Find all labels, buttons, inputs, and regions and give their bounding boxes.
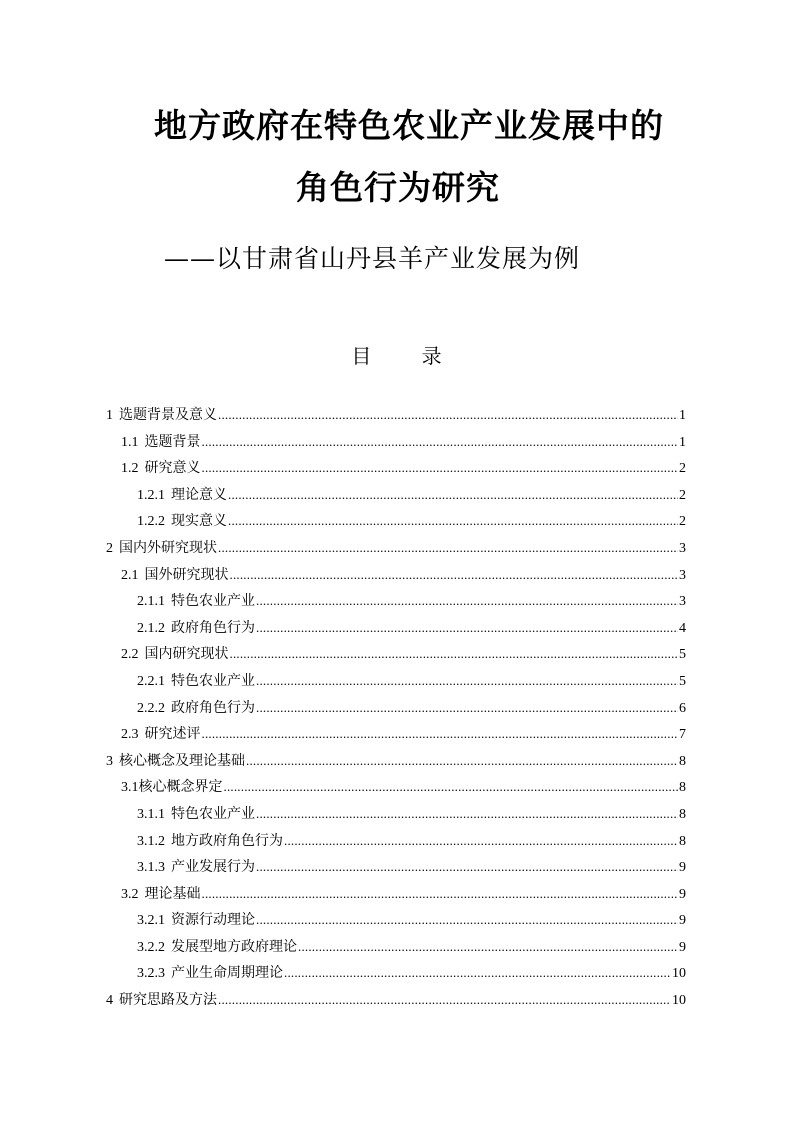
- toc-dot-leader: [224, 774, 679, 801]
- toc-entry[interactable]: [0, 934, 793, 961]
- toc-entry[interactable]: [0, 695, 793, 722]
- toc-entry[interactable]: [0, 881, 793, 908]
- toc-page-number: 2: [679, 487, 686, 503]
- toc-page-number: 5: [679, 673, 686, 689]
- toc-dot-leader: [228, 482, 678, 509]
- toc-page-number: 8: [679, 753, 686, 769]
- toc-dot-leader: [256, 695, 678, 722]
- toc-entry-number: 3.2: [121, 886, 139, 902]
- toc-entry-label: 核心概念及理论基础: [119, 753, 245, 769]
- toc-entry-label: 特色农业产业: [171, 594, 255, 610]
- toc-entry-number: 2.3: [121, 727, 139, 743]
- toc-dot-leader: [284, 960, 671, 987]
- toc-entry-number: 1.2: [121, 461, 139, 477]
- toc-page-number: 1: [679, 408, 686, 423]
- toc-entry-label: 发展型地方政府理论: [171, 939, 297, 955]
- toc-entry-title: [121, 456, 201, 483]
- toc-page-number: 2: [679, 514, 686, 530]
- toc-entry[interactable]: [0, 801, 793, 828]
- toc-entry-number: 2: [106, 540, 113, 556]
- toc-entry-number: 2.1: [121, 567, 139, 583]
- toc-page-number: 6: [679, 700, 686, 716]
- toc-entry[interactable]: [0, 748, 793, 775]
- toc-dot-leader: [228, 508, 678, 535]
- toc-entry-number: 4: [106, 993, 113, 1009]
- toc-entry-label: 产业生命周期理论: [171, 966, 283, 982]
- toc-entry-label: 现实意义: [171, 514, 227, 530]
- document-subtitle: ——以甘肃省山丹县羊产业发展为例: [164, 244, 581, 273]
- toc-entry[interactable]: [0, 987, 793, 1014]
- toc-entry-number: 3.1.1: [137, 806, 165, 822]
- toc-dot-leader: [230, 641, 679, 668]
- toc-entry-label: 研究意义: [144, 461, 201, 477]
- toc-entry-title: [121, 882, 201, 909]
- toc-entry-number: 2.1.1: [137, 594, 165, 610]
- toc-entry-number: 3.1.2: [137, 833, 165, 849]
- toc-entry-number: 1.2.1: [137, 487, 165, 503]
- toc-entry-title: [121, 642, 229, 669]
- toc-entry-label: 核心概念界定: [138, 780, 223, 796]
- toc-entry-title: [106, 988, 217, 1015]
- table-of-contents: [0, 402, 793, 1014]
- toc-dot-leader: [202, 881, 679, 908]
- toc-page-number: 8: [679, 833, 686, 849]
- toc-entry[interactable]: [0, 588, 793, 615]
- toc-page-number: 4: [679, 620, 686, 636]
- toc-page-number: 3: [679, 540, 686, 556]
- toc-entry-title: [137, 935, 297, 962]
- toc-entry[interactable]: [0, 907, 793, 934]
- toc-dot-leader: [284, 828, 678, 855]
- toc-entry-label: 特色农业产业: [171, 806, 255, 822]
- toc-dot-leader: [202, 429, 679, 456]
- toc-entry[interactable]: [0, 641, 793, 668]
- toc-entry-label: 研究思路及方法: [119, 993, 217, 1009]
- toc-dot-leader: [256, 615, 678, 642]
- toc-page-number: 8: [679, 780, 686, 796]
- toc-page-number: 3: [679, 567, 686, 583]
- toc-entry[interactable]: [0, 828, 793, 855]
- toc-entry-title: [106, 749, 245, 776]
- toc-entry-title: [121, 775, 223, 802]
- toc-entry-label: 资源行动理论: [171, 913, 255, 929]
- toc-entry-title: [137, 669, 255, 696]
- toc-entry-title: [121, 430, 201, 457]
- toc-entry-label: 选题背景: [144, 434, 201, 450]
- toc-entry-label: 国内研究现状: [144, 647, 229, 663]
- toc-dot-leader: [218, 987, 671, 1014]
- toc-entry[interactable]: [0, 508, 793, 535]
- toc-entry-title: [137, 908, 255, 935]
- toc-entry[interactable]: [0, 402, 793, 429]
- toc-entry-title: [137, 616, 255, 643]
- toc-page-number: 8: [679, 806, 686, 822]
- toc-entry[interactable]: [0, 562, 793, 589]
- toc-dot-leader: [256, 801, 678, 828]
- toc-page-number: 9: [679, 913, 686, 929]
- toc-entry-number: 3.2.3: [137, 966, 165, 982]
- toc-entry-title: [106, 403, 217, 430]
- toc-entry[interactable]: [0, 774, 793, 801]
- toc-entry-label: 理论基础: [144, 886, 201, 902]
- toc-entry-title: [106, 536, 217, 563]
- toc-dot-leader: [298, 934, 678, 961]
- toc-page-number: 5: [679, 647, 686, 663]
- toc-entry-label: 研究述评: [144, 727, 201, 743]
- toc-entry[interactable]: [0, 721, 793, 748]
- toc-entry-title: [137, 961, 283, 988]
- toc-entry[interactable]: [0, 482, 793, 509]
- toc-entry-title: [137, 802, 255, 829]
- toc-dot-leader: [202, 455, 679, 482]
- toc-dot-leader: [218, 535, 678, 562]
- toc-entry-number: 3.1.3: [137, 860, 165, 876]
- toc-entry-label: 特色农业产业: [171, 673, 255, 689]
- toc-dot-leader: [246, 748, 678, 775]
- toc-page-number: 2: [679, 461, 686, 477]
- toc-entry[interactable]: [0, 960, 793, 987]
- toc-page-number: 9: [679, 886, 686, 902]
- toc-entry-number: 2.2: [121, 647, 139, 663]
- toc-dot-leader: [256, 588, 678, 615]
- toc-entry-number: 3.1: [121, 780, 139, 796]
- toc-entry[interactable]: [0, 535, 793, 562]
- document-title-line-2: 角色行为研究: [296, 168, 500, 207]
- document-title-line-1: 地方政府在特色农业产业发展中的: [154, 106, 664, 145]
- toc-dot-leader: [230, 562, 679, 589]
- toc-entry-title: [137, 855, 255, 882]
- toc-dot-leader: [218, 402, 678, 429]
- toc-entry-label: 国内外研究现状: [119, 540, 217, 556]
- toc-page-number: 3: [679, 594, 686, 610]
- toc-entry-title: [137, 589, 255, 616]
- toc-entry-number: 1.2.2: [137, 514, 165, 530]
- toc-entry-title: [121, 722, 201, 749]
- toc-entry[interactable]: [0, 668, 793, 695]
- toc-heading: 目 录: [351, 344, 464, 368]
- toc-entry[interactable]: [0, 854, 793, 881]
- toc-entry[interactable]: [0, 615, 793, 642]
- toc-page-number: 7: [679, 727, 686, 743]
- toc-entry-label: 理论意义: [171, 487, 227, 503]
- toc-entry-number: 3.2.2: [137, 939, 165, 955]
- toc-page-number: 10: [672, 966, 686, 982]
- toc-entry-label: 国外研究现状: [144, 567, 229, 583]
- toc-entry-label: 地方政府角色行为: [171, 833, 283, 849]
- toc-entry[interactable]: [0, 455, 793, 482]
- toc-dot-leader: [256, 907, 678, 934]
- toc-entry-number: 2.1.2: [137, 620, 165, 636]
- toc-dot-leader: [256, 668, 678, 695]
- toc-entry-number: 3: [106, 753, 113, 769]
- toc-entry-title: [137, 509, 227, 536]
- toc-dot-leader: [256, 854, 678, 881]
- toc-entry-number: 1.1: [121, 434, 139, 450]
- toc-page-number: 10: [672, 993, 686, 1009]
- toc-entry-label: 政府角色行为: [171, 700, 255, 716]
- toc-entry-number: 2.2.1: [137, 673, 165, 689]
- toc-entry-title: [137, 483, 227, 510]
- toc-entry-label: 政府角色行为: [171, 620, 255, 636]
- toc-entry-number: 1: [106, 408, 113, 423]
- toc-entry-number: 2.2.2: [137, 700, 165, 716]
- toc-entry-title: [137, 829, 283, 856]
- toc-entry-title: [137, 696, 255, 723]
- toc-page-number: 1: [679, 434, 686, 450]
- toc-page-number: 9: [679, 860, 686, 876]
- toc-page-number: 9: [679, 939, 686, 955]
- toc-entry-label: 产业发展行为: [171, 860, 255, 876]
- toc-entry-label: 选题背景及意义: [119, 408, 217, 423]
- toc-entry-title: [121, 563, 229, 590]
- toc-dot-leader: [202, 721, 679, 748]
- toc-entry-number: 3.2.1: [137, 913, 165, 929]
- toc-entry[interactable]: [0, 429, 793, 456]
